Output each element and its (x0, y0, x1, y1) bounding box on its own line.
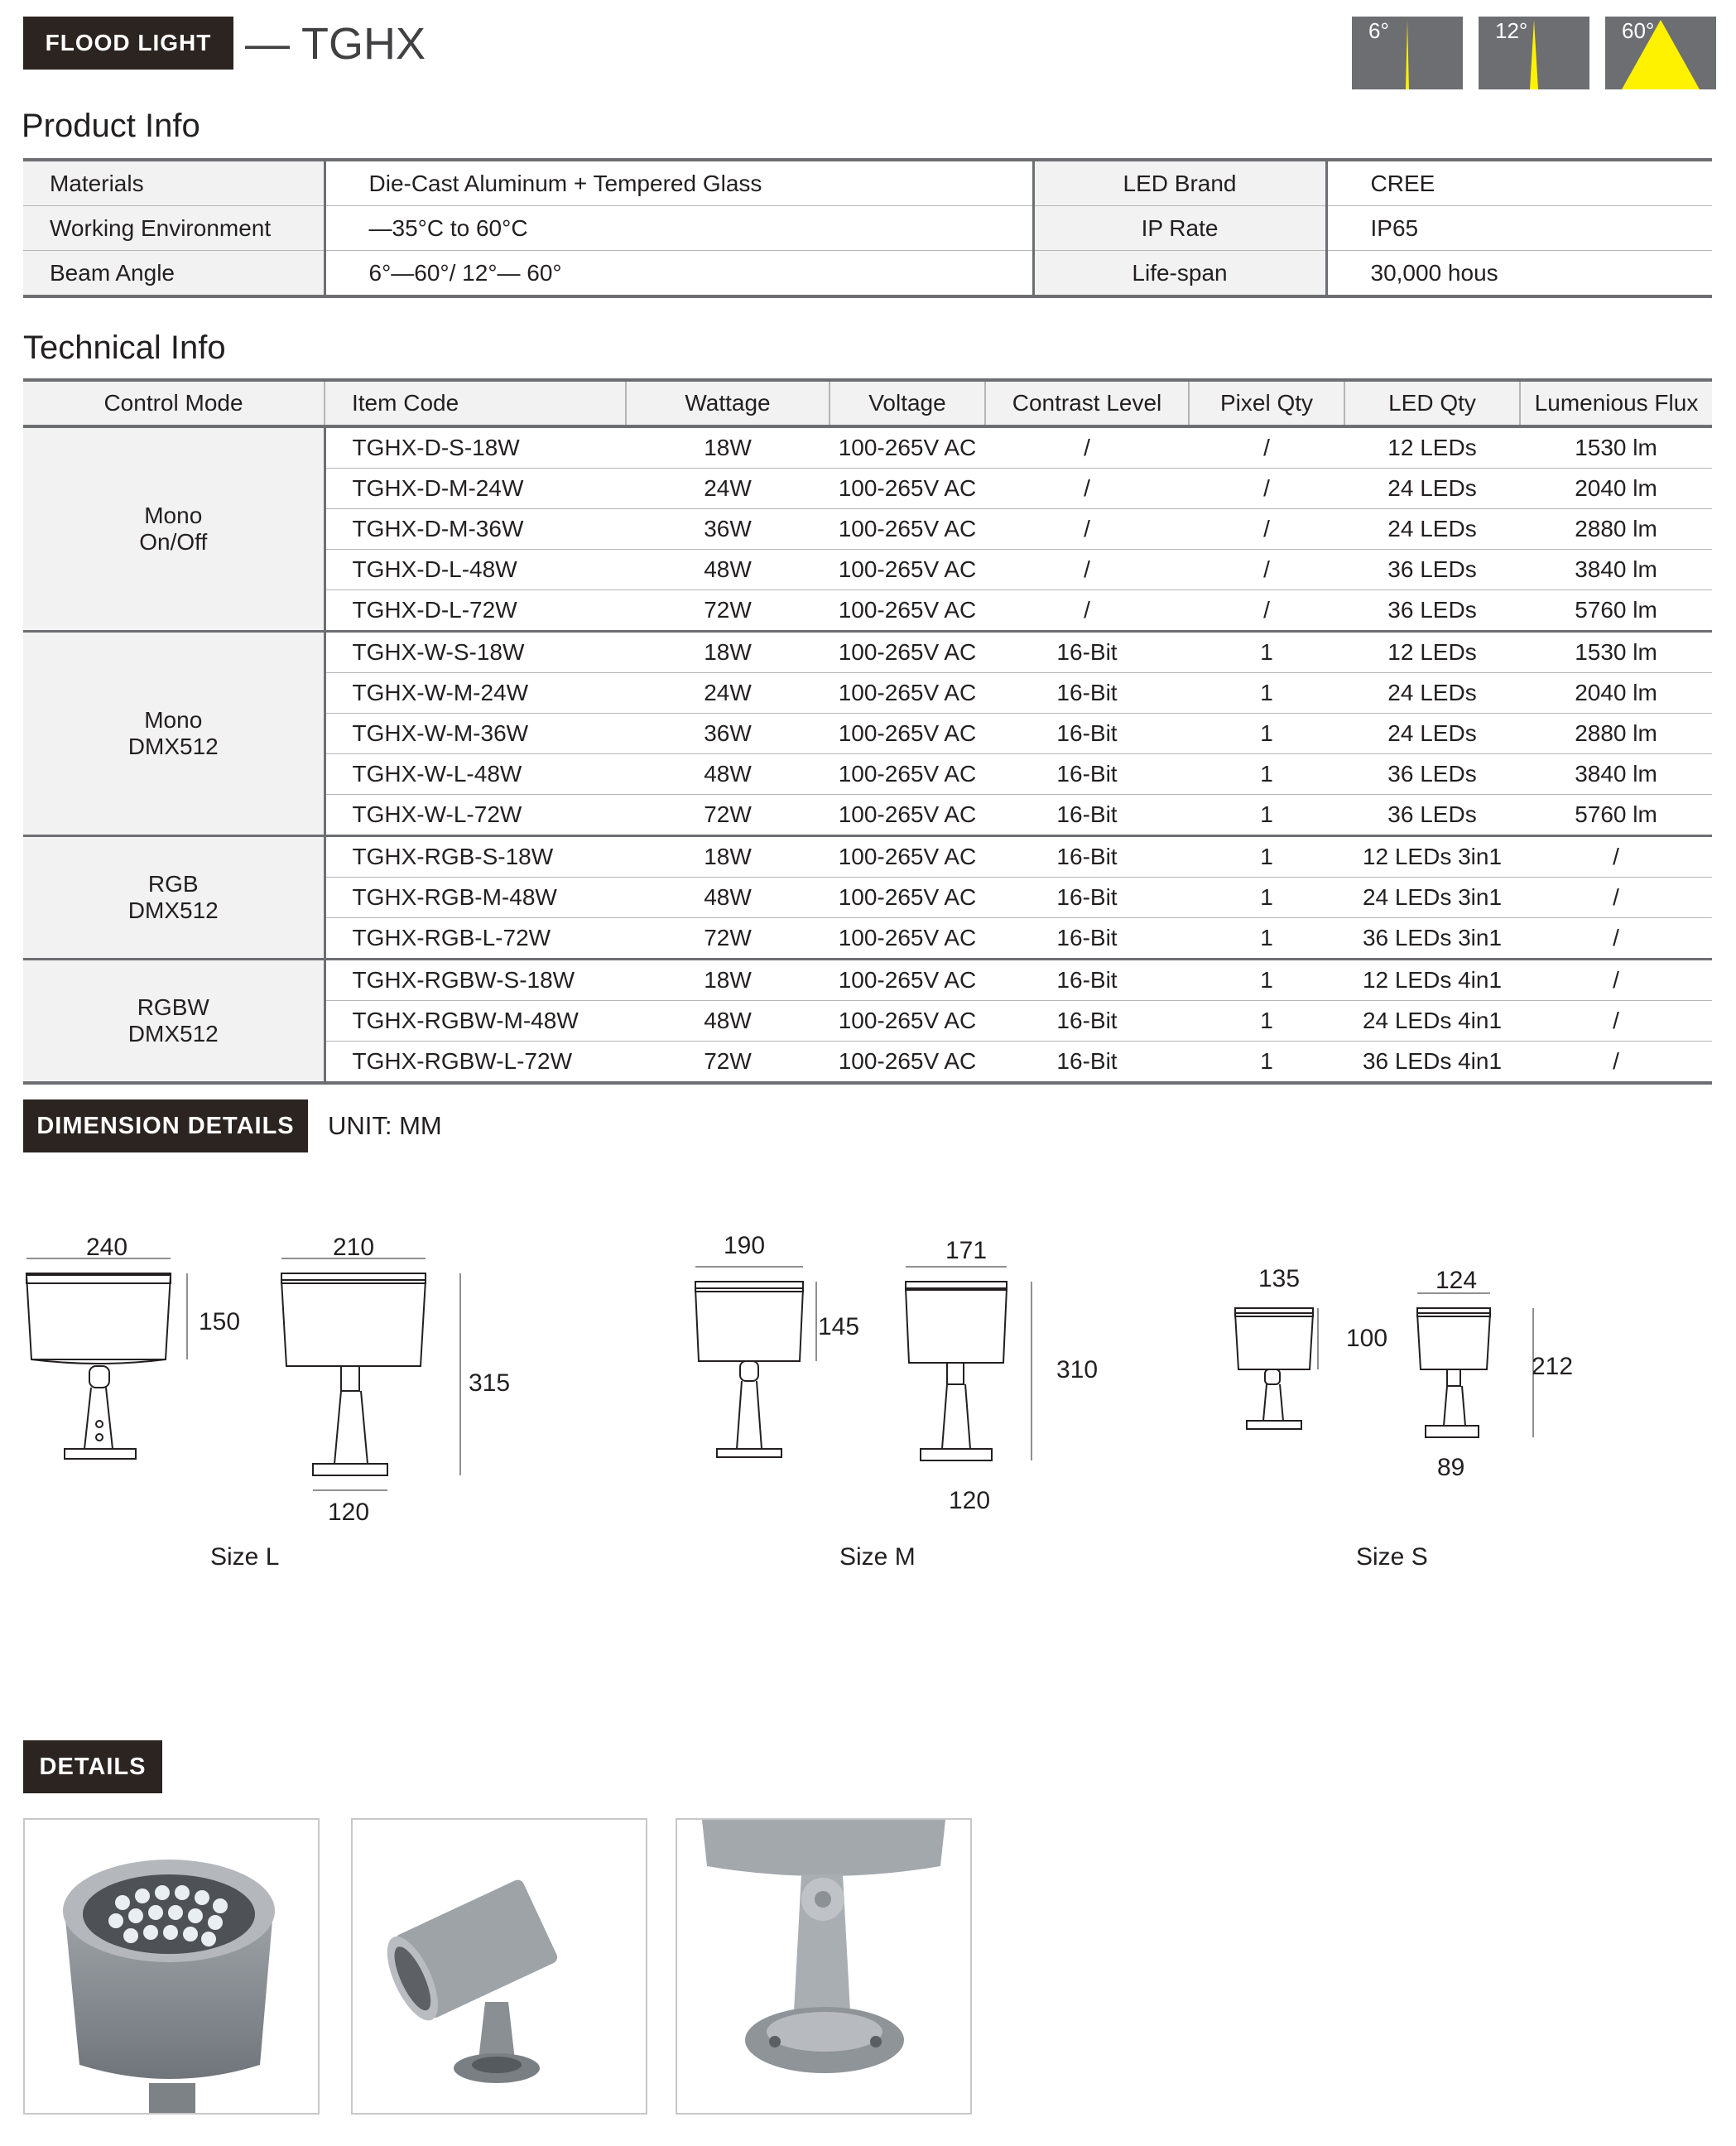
cell-wattage: 48W (626, 550, 830, 590)
beam-badge-label: 60° (1622, 18, 1655, 43)
dim-s-side-width: 124 (1435, 1267, 1478, 1294)
details-tag (23, 1740, 162, 1793)
dimension-drawings (0, 1176, 1736, 1507)
info-label: Working Environment (23, 206, 325, 251)
size-m-label: Size M (839, 1543, 916, 1571)
control-mode-line: DMX512 (127, 734, 219, 759)
cell-pixel: 1 (1189, 632, 1344, 673)
cell-pixel: 1 (1189, 836, 1344, 878)
model-title: — TGHX (245, 19, 426, 69)
cell-flux: 1530 lm (1520, 426, 1712, 469)
cell-flux: / (1520, 836, 1712, 878)
cell-pixel: / (1189, 426, 1344, 469)
cell-flux: 3840 lm (1520, 550, 1712, 590)
info-label: LED Brand (1033, 160, 1326, 206)
cell-contrast: / (985, 426, 1189, 469)
technical-info-table (23, 378, 1712, 1085)
cell-flux: 2040 lm (1520, 469, 1712, 509)
cell-code: TGHX-RGB-S-18W (325, 836, 626, 878)
cell-wattage: 72W (626, 795, 830, 836)
cell-code: TGHX-D-L-48W (325, 550, 626, 590)
led-array-image (25, 1820, 318, 2113)
cell-led: 12 LEDs 4in1 (1344, 960, 1520, 1001)
cell-wattage: 48W (626, 878, 830, 918)
info-label: Beam Angle (23, 251, 325, 297)
cell-pixel: / (1189, 509, 1344, 550)
cell-voltage: 100-265V AC (830, 426, 985, 469)
cell-wattage: 48W (626, 754, 830, 795)
cell-contrast: 16-Bit (985, 918, 1189, 960)
info-value: 30,000 hous (1370, 259, 1498, 286)
cell-voltage: 100-265V AC (830, 878, 985, 918)
dim-l-total-height: 315 (469, 1369, 511, 1397)
cell-pixel: / (1189, 469, 1344, 509)
cell-code: TGHX-D-S-18W (325, 426, 626, 469)
detail-photo-tilted-fixture (351, 1818, 647, 2115)
column-header: Contrast Level (985, 380, 1189, 426)
cell-pixel: 1 (1189, 1001, 1344, 1042)
cell-contrast: 16-Bit (985, 632, 1189, 673)
beam-badge-label: 6° (1368, 18, 1389, 43)
cell-voltage: 100-265V AC (830, 754, 985, 795)
cell-wattage: 24W (626, 673, 830, 714)
cell-wattage: 72W (626, 918, 830, 960)
column-header: Wattage (626, 380, 830, 426)
cell-flux: / (1520, 878, 1712, 918)
cell-code: TGHX-W-S-18W (325, 632, 626, 673)
column-header: Item Code (325, 380, 626, 426)
cell-contrast: 16-Bit (985, 878, 1189, 918)
dim-l-base-width: 120 (328, 1499, 370, 1526)
cell-voltage: 100-265V AC (830, 836, 985, 878)
cell-voltage: 100-265V AC (830, 509, 985, 550)
cell-led: 12 LEDs (1344, 426, 1520, 469)
info-value: IP65 (1326, 206, 1712, 251)
cell-code: TGHX-RGBW-L-72W (325, 1042, 626, 1084)
cell-led: 24 LEDs 4in1 (1344, 1001, 1520, 1042)
cell-contrast: 16-Bit (985, 714, 1189, 754)
dim-m-front-width: 190 (724, 1232, 766, 1259)
dim-m-base-width: 120 (949, 1487, 991, 1514)
cell-led: 24 LEDs (1344, 673, 1520, 714)
cell-code: TGHX-W-L-72W (325, 795, 626, 836)
cell-contrast: 16-Bit (985, 836, 1189, 878)
product-info-row (23, 160, 1712, 206)
cell-wattage: 24W (626, 469, 830, 509)
details-label: DETAILS (39, 1753, 147, 1780)
column-header: Voltage (830, 380, 985, 426)
cell-led: 24 LEDs (1344, 469, 1520, 509)
info-value: 6°—60°/ 12°— 60° (325, 251, 1033, 297)
control-mode-line: DMX512 (127, 1021, 219, 1047)
dim-l-side-width: 210 (333, 1234, 375, 1261)
dim-s-front-width: 135 (1258, 1265, 1301, 1292)
control-mode-cell (23, 960, 325, 1084)
cell-pixel: 1 (1189, 673, 1344, 714)
table-header-row (23, 380, 1712, 426)
cell-wattage: 48W (626, 1001, 830, 1042)
product-info-row (23, 251, 1712, 297)
control-mode-line: DMX512 (127, 897, 219, 923)
size-s-front-drawing (1235, 1308, 1318, 1429)
column-header: Lumenious Flux (1520, 380, 1712, 426)
control-mode-line: RGBW (137, 994, 209, 1020)
cell-contrast: / (985, 469, 1189, 509)
control-mode-line: Mono (144, 707, 203, 733)
dimension-details-tag (23, 1099, 308, 1152)
cell-led: 24 LEDs (1344, 509, 1520, 550)
cell-voltage: 100-265V AC (830, 960, 985, 1001)
column-header: LED Qty (1344, 380, 1520, 426)
cell-flux: 5760 lm (1520, 795, 1712, 836)
size-l-side-drawing (281, 1258, 460, 1490)
column-header: Control Mode (23, 380, 325, 426)
cell-contrast: 16-Bit (985, 673, 1189, 714)
info-label: IP Rate (1033, 206, 1326, 251)
control-mode-line: On/Off (139, 529, 208, 555)
cell-flux: 2880 lm (1520, 509, 1712, 550)
cell-wattage: 72W (626, 1042, 830, 1084)
cell-pixel: 1 (1189, 918, 1344, 960)
cell-voltage: 100-265V AC (830, 795, 985, 836)
cell-contrast: 16-Bit (985, 1001, 1189, 1042)
cell-contrast: 16-Bit (985, 754, 1189, 795)
cell-flux: 5760 lm (1520, 590, 1712, 632)
cell-pixel: 1 (1189, 960, 1344, 1001)
cell-code: TGHX-D-M-36W (325, 509, 626, 550)
cell-code: TGHX-W-M-24W (325, 673, 626, 714)
cell-wattage: 18W (626, 426, 830, 469)
cell-code: TGHX-D-L-72W (325, 590, 626, 632)
size-m-front-drawing (695, 1267, 816, 1457)
dim-s-total-height: 212 (1532, 1353, 1574, 1380)
cell-pixel: 1 (1189, 714, 1344, 754)
info-value: —35°C to 60°C (325, 206, 1033, 251)
dim-m-front-height: 145 (818, 1313, 860, 1340)
unit-label: UNIT: MM (328, 1111, 442, 1140)
info-value: CREE (1326, 160, 1712, 206)
size-m-side-drawing (906, 1267, 1032, 1460)
cell-led: 24 LEDs 3in1 (1344, 878, 1520, 918)
cell-wattage: 18W (626, 960, 830, 1001)
cell-pixel: 1 (1189, 878, 1344, 918)
info-value: Die-Cast Aluminum + Tempered Glass (325, 160, 1033, 206)
technical-info-body (23, 426, 1712, 1083)
table-row (23, 836, 1712, 878)
beam-badge-60 (1605, 17, 1716, 89)
cell-voltage: 100-265V AC (830, 918, 985, 960)
cell-wattage: 18W (626, 632, 830, 673)
beam-badge-6 (1352, 17, 1463, 89)
cell-code: TGHX-RGBW-M-48W (325, 1001, 626, 1042)
detail-photo-bracket-base (676, 1818, 972, 2115)
cell-wattage: 18W (626, 836, 830, 878)
cell-voltage: 100-265V AC (830, 590, 985, 632)
cell-code: TGHX-RGB-M-48W (325, 878, 626, 918)
control-mode-line: RGB (147, 871, 199, 897)
info-label: Materials (23, 160, 325, 206)
cell-led: 36 LEDs 3in1 (1344, 918, 1520, 960)
cell-voltage: 100-265V AC (830, 714, 985, 754)
dim-l-front-width: 240 (86, 1234, 128, 1261)
cell-voltage: 100-265V AC (830, 1042, 985, 1084)
dim-s-base-width: 89 (1437, 1454, 1465, 1481)
size-l-label: Size L (210, 1543, 280, 1571)
cell-contrast: 16-Bit (985, 1042, 1189, 1084)
dim-s-front-height: 100 (1346, 1325, 1388, 1352)
cell-wattage: 36W (626, 714, 830, 754)
cell-contrast: / (985, 509, 1189, 550)
cell-contrast: / (985, 590, 1189, 632)
category-tag (23, 17, 233, 70)
cell-flux: / (1520, 960, 1712, 1001)
detail-photo-led-array (23, 1818, 320, 2115)
dim-l-front-height: 150 (199, 1308, 241, 1335)
cell-led: 36 LEDs (1344, 754, 1520, 795)
cell-code: TGHX-RGB-L-72W (325, 918, 626, 960)
cell-flux: 3840 lm (1520, 754, 1712, 795)
cell-flux: / (1520, 918, 1712, 960)
size-s-label: Size S (1356, 1543, 1428, 1571)
cell-flux: 2880 lm (1520, 714, 1712, 754)
cell-flux: / (1520, 1042, 1712, 1084)
cell-pixel: / (1189, 590, 1344, 632)
control-mode-cell (23, 426, 325, 632)
table-row (23, 632, 1712, 673)
cell-voltage: 100-265V AC (830, 673, 985, 714)
cell-flux: / (1520, 1001, 1712, 1042)
product-info-heading: Product Info (22, 108, 200, 144)
cell-pixel: 1 (1189, 795, 1344, 836)
tilted-fixture-image (353, 1820, 646, 2113)
cell-voltage: 100-265V AC (830, 1001, 985, 1042)
product-info-row (23, 206, 1712, 251)
beam-badge-12 (1479, 17, 1589, 89)
dim-m-side-width: 171 (945, 1237, 988, 1264)
cell-led: 12 LEDs 3in1 (1344, 836, 1520, 878)
dimension-details-label: DIMENSION DETAILS (36, 1112, 295, 1139)
table-row (23, 426, 1712, 469)
cell-wattage: 36W (626, 509, 830, 550)
table-row (23, 960, 1712, 1001)
technical-info-heading: Technical Info (23, 330, 226, 366)
cell-voltage: 100-265V AC (830, 550, 985, 590)
cell-led: 24 LEDs (1344, 714, 1520, 754)
control-mode-cell (23, 632, 325, 836)
cell-pixel: 1 (1189, 754, 1344, 795)
cell-code: TGHX-W-L-48W (325, 754, 626, 795)
cell-contrast: / (985, 550, 1189, 590)
dim-m-total-height: 310 (1056, 1356, 1099, 1383)
cell-code: TGHX-RGBW-S-18W (325, 960, 626, 1001)
control-mode-cell (23, 836, 325, 960)
cell-led: 12 LEDs (1344, 632, 1520, 673)
cell-pixel: 1 (1189, 1042, 1344, 1084)
cell-code: TGHX-D-M-24W (325, 469, 626, 509)
cell-voltage: 100-265V AC (830, 632, 985, 673)
info-label: Life-span (1033, 251, 1326, 297)
cell-flux: 1530 lm (1520, 632, 1712, 673)
size-s-side-drawing (1417, 1293, 1533, 1437)
cell-contrast: 16-Bit (985, 795, 1189, 836)
beam-badge-label: 12° (1495, 18, 1528, 43)
cell-code: TGHX-W-M-36W (325, 714, 626, 754)
cell-led: 36 LEDs (1344, 795, 1520, 836)
size-l-front-drawing (26, 1258, 187, 1459)
cell-led: 36 LEDs 4in1 (1344, 1042, 1520, 1084)
cell-contrast: 16-Bit (985, 960, 1189, 1001)
cell-pixel: / (1189, 550, 1344, 590)
control-mode-line: Mono (144, 503, 203, 528)
cell-voltage: 100-265V AC (830, 469, 985, 509)
cell-led: 36 LEDs (1344, 590, 1520, 632)
cell-flux: 2040 lm (1520, 673, 1712, 714)
category-tag-label: FLOOD LIGHT (45, 30, 212, 55)
bracket-base-image (677, 1820, 970, 2113)
cell-led: 36 LEDs (1344, 550, 1520, 590)
column-header: Pixel Qty (1189, 380, 1344, 426)
product-info-table (23, 158, 1712, 298)
cell-wattage: 72W (626, 590, 830, 632)
